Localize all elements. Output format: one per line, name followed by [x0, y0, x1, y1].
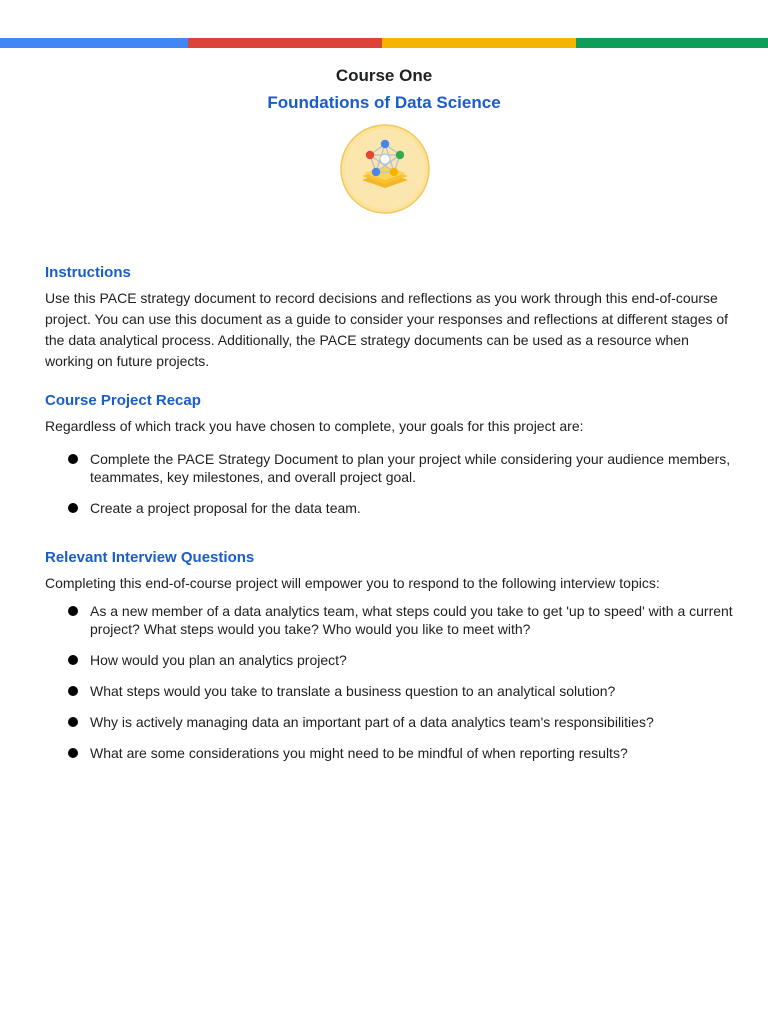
document-body: [45, 262, 735, 762]
list-item-text: Create a project proposal for the data team.: [90, 500, 361, 516]
list-item: [45, 499, 735, 517]
list-item: [45, 744, 735, 762]
list-item: [45, 651, 735, 669]
bullet-icon: [68, 454, 78, 464]
recap-intro: Regardless of which track you have chosen to complete, your goals for this project are:: [45, 418, 584, 434]
interview-questions-list: [45, 602, 735, 762]
relevant-interview-questions-heading: Relevant Interview Questions: [45, 549, 255, 566]
list-item-text: What steps would you take to translate a business question to an analytical solution?: [90, 683, 616, 699]
color-bar-yellow: [382, 38, 576, 48]
brand-color-bar: [0, 38, 768, 48]
course-subtitle: Foundations of Data Science: [267, 93, 501, 112]
list-item-text: How would you plan an analytics project?: [90, 652, 347, 668]
bullet-icon: [68, 503, 78, 513]
interview-intro: Completing this end-of-course project will empower you to respond to the following interview topics:: [45, 575, 660, 591]
bullet-icon: [68, 606, 78, 616]
bullet-icon: [68, 717, 78, 727]
list-item-text: Complete the PACE Strategy Document to plan your project while considering your audience members, teammates, key milestones, and overall project goal.: [90, 451, 731, 485]
list-item: [45, 682, 735, 700]
color-bar-green: [576, 38, 768, 48]
list-item-text: What are some considerations you might need to be mindful of when reporting results?: [90, 745, 628, 761]
list-item-text: As a new member of a data analytics team, what steps could you take to get 'up to speed' with a current project? What steps would you take? Who would you like to meet with?: [90, 603, 733, 637]
instructions-text: Use this PACE strategy document to record decisions and reflections as you work through this end-of-course project. You can use this document as a guide to consider your responses and reflections at different stages of the data analytical process. Additionally, the PACE strategy documents can be used as a resource when working on future projects.: [45, 290, 729, 369]
instructions-heading: Instructions: [45, 264, 131, 281]
list-item: [45, 713, 735, 731]
bullet-icon: [68, 655, 78, 665]
bullet-icon: [68, 686, 78, 696]
bullet-icon: [68, 748, 78, 758]
list-item-text: Why is actively managing data an important part of a data analytics team's responsibilities?: [90, 714, 654, 730]
list-item: [45, 450, 735, 486]
course-title: Course One: [335, 66, 433, 85]
color-bar-blue: [0, 38, 188, 48]
page-header: [0, 64, 768, 116]
course-project-recap-heading: Course Project Recap: [45, 392, 201, 409]
recap-goals-list: [45, 450, 735, 517]
data-network-badge-icon: [340, 124, 430, 214]
color-bar-red: [188, 38, 382, 48]
list-item: [45, 602, 735, 638]
